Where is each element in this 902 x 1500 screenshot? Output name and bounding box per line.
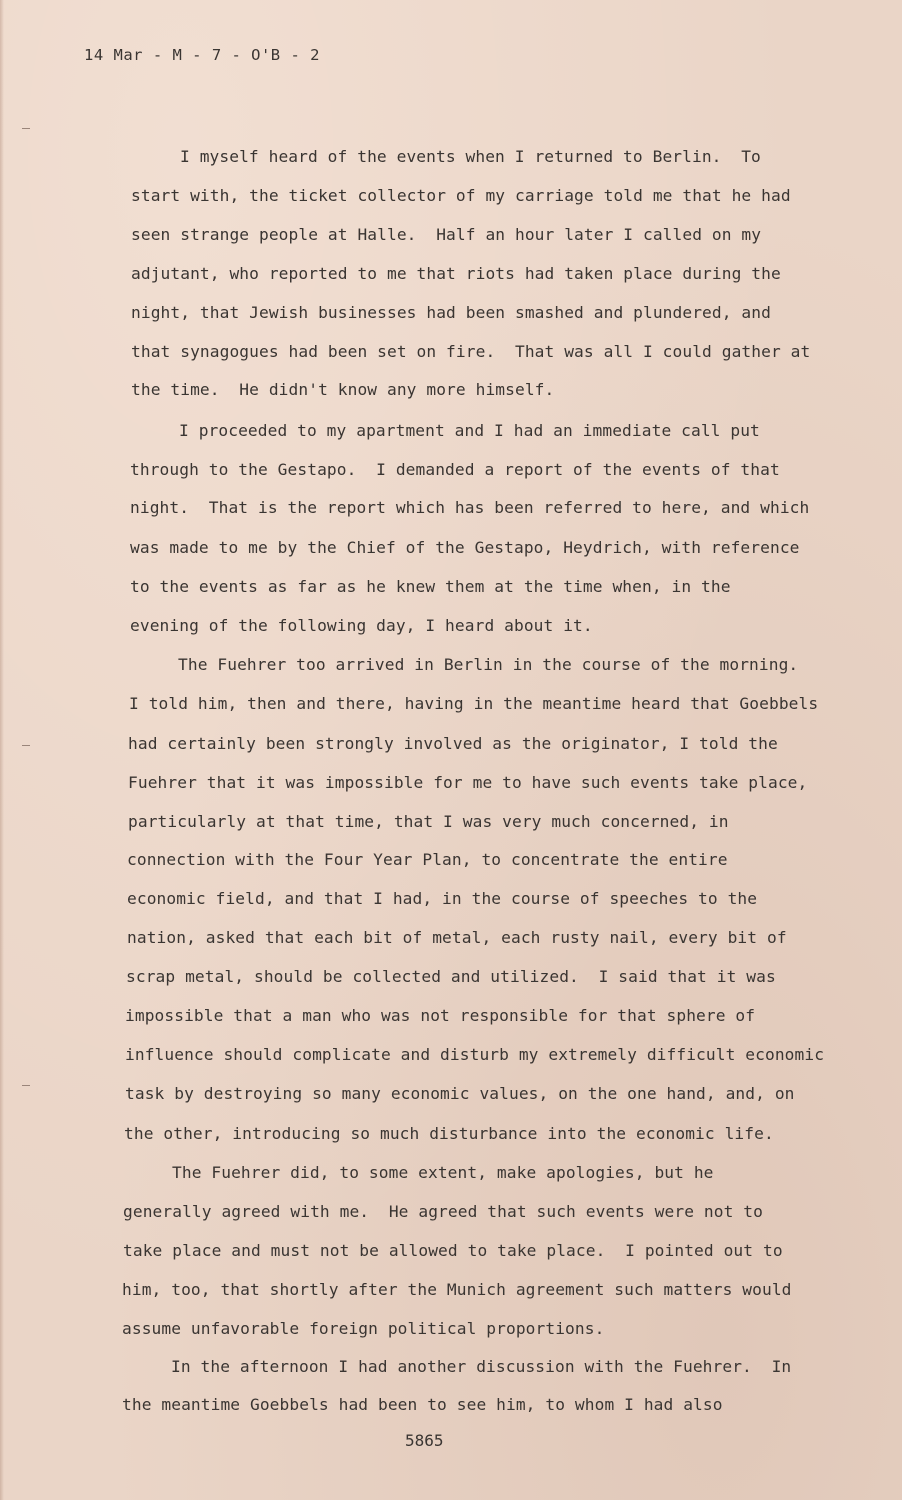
- text-line: The Fuehrer too arrived in Berlin in the course of the morning.: [178, 655, 799, 674]
- text-line: seen strange people at Halle. Half an hour later I called on my: [131, 225, 762, 244]
- text-line: to the events as far as he knew them at the time when, in the: [130, 577, 731, 596]
- text-line: night. That is the report which has been referred to here, and which: [130, 498, 810, 517]
- text-line: particularly at that time, that I was very much concerned, in: [128, 812, 729, 831]
- margin-tick-mark: [22, 128, 30, 129]
- text-line: had certainly been strongly involved as the originator, I told the: [128, 734, 778, 753]
- text-line: In the afternoon I had another discussion with the Fuehrer. In: [171, 1357, 792, 1376]
- text-line: task by destroying so many economic values, on the one hand, and, on: [125, 1084, 795, 1103]
- text-line: the time. He didn't know any more himself.: [131, 380, 555, 399]
- margin-tick-mark: [22, 745, 30, 746]
- text-line: the meantime Goebbels had been to see him, to whom I had also: [122, 1395, 723, 1414]
- text-line: I myself heard of the events when I returned to Berlin. To: [180, 147, 761, 166]
- text-line: adjutant, who reported to me that riots had taken place during the: [131, 264, 781, 283]
- text-line: assume unfavorable foreign political proportions.: [122, 1319, 605, 1338]
- text-line: evening of the following day, I heard about it.: [130, 616, 593, 635]
- text-line: I told him, then and there, having in the meantime heard that Goebbels: [129, 694, 819, 713]
- page-number: 5865: [405, 1431, 444, 1450]
- text-line: that synagogues had been set on fire. That was all I could gather at: [131, 342, 811, 361]
- text-line: generally agreed with me. He agreed that such events were not to: [123, 1202, 763, 1221]
- text-line: The Fuehrer did, to some extent, make apologies, but he: [172, 1163, 714, 1182]
- margin-tick-mark: [22, 1085, 30, 1086]
- text-line: scrap metal, should be collected and utilized. I said that it was: [126, 967, 776, 986]
- page-header: 14 Mar - M - 7 - O'B - 2: [84, 46, 320, 64]
- text-line: I proceeded to my apartment and I had an immediate call put: [179, 421, 760, 440]
- text-line: nation, asked that each bit of metal, each rusty nail, every bit of: [127, 928, 787, 947]
- text-line: the other, introducing so much disturbance into the economic life.: [124, 1124, 774, 1143]
- text-line: him, too, that shortly after the Munich agreement such matters would: [122, 1280, 792, 1299]
- text-line: connection with the Four Year Plan, to concentrate the entire: [127, 850, 728, 869]
- text-line: Fuehrer that it was impossible for me to have such events take place,: [128, 773, 808, 792]
- text-line: start with, the ticket collector of my carriage told me that he had: [131, 186, 791, 205]
- text-line: night, that Jewish businesses had been smashed and plundered, and: [131, 303, 771, 322]
- text-line: take place and must not be allowed to take place. I pointed out to: [123, 1241, 783, 1260]
- page-edge-shadow: [0, 0, 4, 1500]
- text-line: was made to me by the Chief of the Gestapo, Heydrich, with reference: [130, 538, 800, 557]
- text-line: economic field, and that I had, in the course of speeches to the: [127, 889, 758, 908]
- text-line: through to the Gestapo. I demanded a report of the events of that: [130, 460, 780, 479]
- text-line: impossible that a man who was not responsible for that sphere of: [125, 1006, 756, 1025]
- text-line: influence should complicate and disturb my extremely difficult economic: [125, 1045, 825, 1064]
